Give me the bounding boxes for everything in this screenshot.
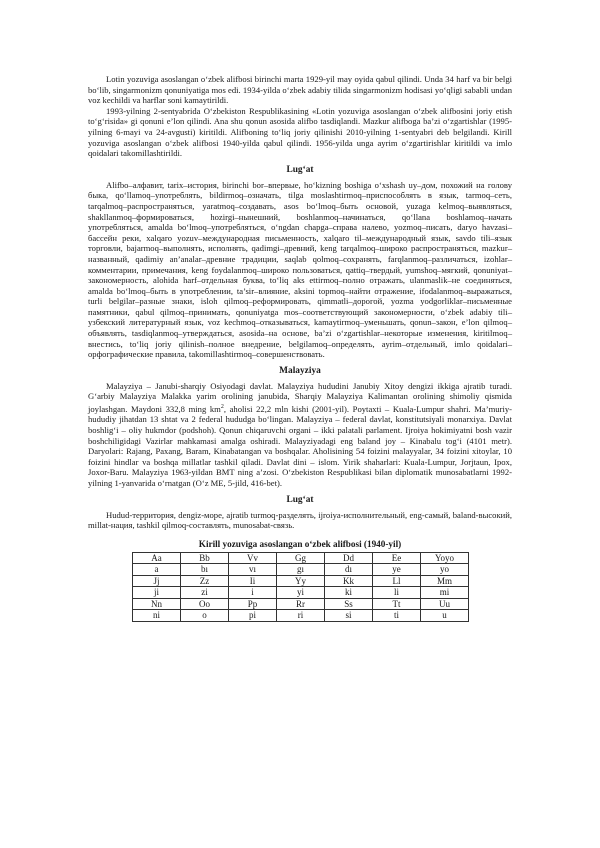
table-cell: Vv	[229, 552, 277, 564]
table-cell: Kk	[325, 575, 373, 587]
table-cell: Jj	[133, 575, 181, 587]
table-cell: ni	[133, 610, 181, 622]
table-cell: pi	[229, 610, 277, 622]
table-cell: Tt	[373, 598, 421, 610]
table-cell: ti	[373, 610, 421, 622]
alphabet-table-title: Kirill yozuviga asoslangan o‘zbek alifbosi (1940-yil)	[198, 538, 402, 549]
table-row	[133, 598, 469, 610]
table-cell: u	[421, 610, 469, 622]
table-cell: vı	[229, 564, 277, 576]
table-cell: gı	[277, 564, 325, 576]
table-cell: Yoyo	[421, 552, 469, 564]
alphabet-table	[132, 552, 469, 622]
intro-paragraph-2: 1993-yilning 2-sentyabrida O‘zbekiston Respublikasining «Lotin yozuviga asoslangan o‘zbek alifbosini joriy etish to‘g‘risida» gi qonuni e’lon qilindi. Ana shu qonun asosida alifbo tasdiqlandi. Mazkur alifboga ba’zi o‘zgartishlar (1995-yilning 6-mayi va 24-avgusti) kiritildi. Alifboning to‘liq joriy qilinishi 2010-yilning 1-sentyabri deb belgilandi. Kirill yozuviga asoslangan o‘zbek alifbosi 1940-yilda qabul qilindi. 1956-yilda unga ayrim o‘zgartirishlar kiritildi va imlo qoidalari takomillashtirildi.	[88, 105, 512, 159]
table-cell: si	[325, 610, 373, 622]
lugat-heading-2: Lug‘at	[286, 494, 314, 505]
table-cell: Bb	[181, 552, 229, 564]
table-cell: Zz	[181, 575, 229, 587]
lugat-vocabulary-1: Alifbo–алфавит, tarix–история, birinchi bor–впервые, ho‘kizning boshiga o‘xshash uy–дом, похожий на голову быка, qo‘llamoq–употреблять, bildirmoq–означать, tilga moslashtirmoq–приспособлять в язык, tarmoq–сеть, tarqalmoq–распространяться, yaratmoq–создавать, asos bo‘lmoq–быть основой, yuzaga kelmoq–выявляться, shakllanmoq–формироваться, hozirgi–нынешний, boshlanmoq–начинаться, qo‘llana boshlamoq–начать употребляться, amalda bo‘lmoq–употребляться, o‘ngdan chapga–справа налево, yozmoq–писать, daryo havzasi–бассейн реки, xalqaro yozuv–международная письменность, xalqaro til–международный язык, savdo tili–язык торговли, bajarmoq–выполнять, исполнять, qadimgi–древний, keng tarqalmoq–широко распространяться, mazkur–названный, qadimiy an’analar–древние традиции, saqlab qolmoq–сохранять, farqlanmoq–различаться, izohlar–комментарии, примечания, keng foydalanmoq–широко пользоваться, qattiq–твердый, yumshoq–мягкий, qonuniyat–закономерность, alohida harf–отдельная буква, to‘liq aks ettirmoq–полно отражать, ulanmaslik–не соединяться, amalda bo‘lmoq–быть в употреблении, ta’sir–влияние, aksini topmoq–найти отражение, ifodalanmoq–выражаться, turli belgilar–разные знаки, isloh qilmoq–реформировать, qimmatli–дорогой, yozma yodgorliklar–письменные памятники, qabul qilmoq–принимать, qonuniyatga mos–соответствующий закономерности, o‘zbek adabiy tili–узбекский литературный язык, voz kechmoq–отказываться, kamaytirmoq–уменьшать, qonun–закон, e’lon qilmoq–объявлять, tasdiqlanmoq–утверждаться, asosida–на основе, ba’zi o‘zgartishlar–некоторые изменения, kiritilmoq–внестись, to‘liq joriy qilinish–полное внедрение, belgilamoq–определять, ayrim–отдельный, imlo qoidalari–орфографические правила, takomillashtirmoq–совершенствовать.	[88, 179, 512, 360]
table-cell: Uu	[421, 598, 469, 610]
lugat-vocabulary-2: Hudud-территория, dengiz-море, ajratib turmoq-разделять, ijroiya-исполнительный, eng-самый, baland-высокий, millat-нация, tashkil qilmoq-составлять, munosabat-связь.	[88, 509, 512, 531]
table-cell: zi	[181, 587, 229, 599]
table-cell: yi	[277, 587, 325, 599]
table-cell: Gg	[277, 552, 325, 564]
table-cell: dı	[325, 564, 373, 576]
table-row	[133, 587, 469, 599]
malayziya-paragraph	[88, 381, 512, 489]
table-cell: Oo	[181, 598, 229, 610]
table-cell: li	[373, 587, 421, 599]
table-cell: ji	[133, 587, 181, 599]
table-cell: mi	[421, 587, 469, 599]
malayziya-text-part-1: Malayziya – Janubi-sharqiy Osiyodagi davlat. Malayziya hududini Janubiy Xitoy dengizi ikkiga ajratib turadi. G‘arbiy Malayziya Malakka yarim orolining janubida, Sharqiy Malayziya Kalimantan orolining shimoliy qismida joylashgan. Maydoni 332,8 ming km	[88, 380, 512, 414]
table-cell: Ll	[373, 575, 421, 587]
table-cell: Nn	[133, 598, 181, 610]
superscript-2: 2	[220, 404, 224, 411]
table-cell: i	[229, 587, 277, 599]
table-cell: Ii	[229, 575, 277, 587]
table-row	[133, 610, 469, 622]
table-cell: а	[133, 564, 181, 576]
table-cell: Pp	[229, 598, 277, 610]
table-cell: Aa	[133, 552, 181, 564]
table-cell: Ss	[325, 598, 373, 610]
table-cell: Ee	[373, 552, 421, 564]
malayziya-heading: Malayziya	[279, 365, 321, 376]
table-row	[133, 564, 469, 576]
malayziya-text-part-2: , aholisi 22,2 mln kishi (2001-yil). Poytaxti – Kuala-Lumpur shahri. Ma’muriy-hududiy jihatdan 13 shtat va 2 federal hududga bo‘lingan. Malayziya – federal davlat, konstitutsiyali monarxiya. Davlat boshlig‘i – oliy hukmdor (podshoh). Qonun chiqaruvchi organi – ikki palatali parlament. Ijroiya hokimiyatni bosh vazir boshchiligidagi Vazirlar mahkamasi amalga oshiradi. Malayziyadagi eng baland joy – Kinabalu tog‘i (4101 metr). Daryolari: Rajang, Paxang, Baram, Kinabatangan va boshqalar. Aholisining 54 foizini malayyalar, 34 foizini xitoylar, 10 foizini hindlar va boshqa millatlar tashkil qiladi. Davlat dini – islom. Yirik shaharlari: Kuala-Lumpur, Jorjtaun, Ipox, Joxor-Baru. Malayziya 1963-yildan BMT ning a’zosi. O‘zbekiston Respublikasi bilan diplomatik munosabatlarni 1992-yilning 1-yanvarida o‘rnatgan (O‘z ME, 5-jild, 416-bet).	[88, 403, 512, 489]
table-cell: ye	[373, 564, 421, 576]
table-cell: Rr	[277, 598, 325, 610]
intro-paragraph-1: Lotin yozuviga asoslangan o‘zbek alifbosi birinchi marta 1929-yil may oyida qabul qilindi. Unda 34 harf va bir belgi bo‘lib, singarmonizm qonuniyatiga mos edi. 1934-yilda o‘zbek adabiy tilida singarmonizm hodisasi yo‘qligi sababli undan voz kechildi va harflar soni kamaytirildi.	[88, 74, 512, 106]
table-cell: Mm	[421, 575, 469, 587]
table-cell: Yy	[277, 575, 325, 587]
document-body	[88, 74, 512, 622]
table-cell: ri	[277, 610, 325, 622]
table-row	[133, 575, 469, 587]
table-cell: Dd	[325, 552, 373, 564]
table-cell: ki	[325, 587, 373, 599]
table-row	[133, 552, 469, 564]
table-cell: o	[181, 610, 229, 622]
table-cell: yo	[421, 564, 469, 576]
table-cell: bı	[181, 564, 229, 576]
lugat-heading-1: Lug‘at	[286, 164, 314, 175]
